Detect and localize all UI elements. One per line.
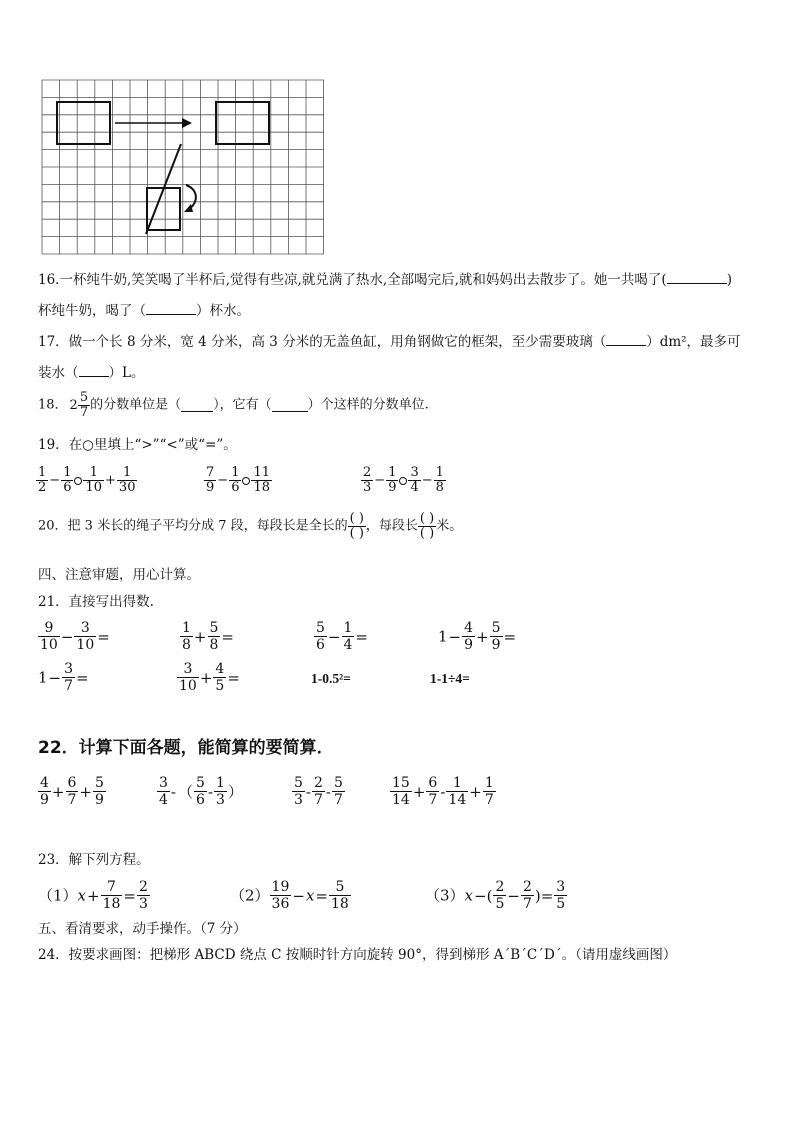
- q22-title: 22．计算下面各题，能简算的要简算．: [38, 738, 334, 758]
- arrowhead-icon: [182, 118, 192, 128]
- q21-r2-e2: $\frac{3}{10}$ + $\frac{4}{5}$ =: [179, 661, 240, 694]
- q18-fraction: [78, 391, 90, 420]
- section4-heading: 四、注意审题，用心计算。: [38, 567, 200, 583]
- q17-blank2[interactable]: [79, 364, 109, 377]
- grid-lines: [42, 80, 324, 254]
- q19-expr1: $\frac{1}{2}$ − $\frac{1}{6}$ $\frac{1}{10}$ + $\frac{1}{30}$: [38, 465, 136, 495]
- q20: [38, 512, 462, 541]
- fraction: $\frac{1}{8}$: [182, 620, 191, 653]
- q21-r2-e4: 1-1÷4=: [430, 671, 470, 686]
- fraction: $\frac{15}{14}$: [392, 775, 410, 808]
- grid-figure: [40, 78, 326, 256]
- fraction: $\frac{1}{14}$: [448, 775, 467, 808]
- fraction: $\frac{4}{5}$: [215, 661, 225, 694]
- q19-expr3: $\frac{2}{3}$ − $\frac{1}{9}$ $\frac{3}{4}$ − $\frac{1}{8}$: [363, 465, 444, 495]
- fraction: $\frac{2}{7}$: [522, 879, 532, 912]
- compare-circle[interactable]: [399, 477, 407, 485]
- fraction: $\frac{4}{9}$: [464, 620, 474, 653]
- q17-text2b: ）L。: [108, 365, 145, 381]
- q16-text2a: 杯纯牛奶，喝了（: [38, 303, 146, 319]
- q16-line2: [38, 302, 250, 319]
- q18-text-c: ）个这样的分数单位.: [307, 397, 429, 413]
- q20-blank-fraction-2[interactable]: $\frac{( )}{( )}$: [419, 511, 435, 541]
- fraction: $\frac{2}{5}$: [495, 879, 505, 912]
- fraction: $\frac{5}{6}$: [196, 775, 205, 808]
- q17-text1a: 17．做一个长 8 分米，宽 4 分米，高 3 分米的无盖鱼缸，用角钢做它的框架，至少需要玻璃（: [38, 334, 607, 350]
- q18-prefix: 18．: [38, 397, 68, 413]
- q20-text-b: ，每段长: [365, 518, 418, 534]
- q16-blank1[interactable]: [667, 271, 727, 284]
- fraction: $\frac{1}{2}$: [38, 465, 47, 495]
- q23-e2: （2） $\frac{19}{36}$ −x= $\frac{5}{18}$: [230, 879, 349, 912]
- q21-r2-e1: 1− $\frac{3}{7}$ =: [38, 661, 89, 694]
- q20-text-c: 米。: [436, 518, 463, 534]
- q18-blank1[interactable]: [181, 399, 213, 412]
- fraction: $\frac{3}{10}$: [76, 620, 95, 653]
- fraction: $\frac{4}{9}$: [40, 775, 49, 808]
- q18-whole: 2: [69, 397, 78, 413]
- fraction: $\frac{5}{18}$: [331, 879, 349, 912]
- q18-text-b: ），它有（: [213, 397, 272, 413]
- q17-text2a: 装水（: [38, 365, 79, 381]
- fraction: $\frac{11}{18}$: [253, 465, 271, 495]
- fraction: $\frac{2}{3}$: [139, 879, 148, 912]
- compare-circle[interactable]: [74, 477, 82, 485]
- fraction: $\frac{9}{10}$: [40, 620, 58, 653]
- q21-r1-e4: 1− $\frac{4}{9}$ + $\frac{5}{9}$ =: [438, 620, 517, 653]
- q16-text1: 16.一杯纯牛奶,笑笑喝了半杯后,觉得有些凉,就兑满了热水,全部喝完后,就和妈妈出去散步了。她一共喝了(: [38, 272, 667, 288]
- rotation-arrowhead-icon: [184, 204, 193, 212]
- fraction: $\frac{3}{4}$: [159, 775, 168, 808]
- q21-r1-e3: $\frac{5}{6}$ − $\frac{1}{4}$ =: [316, 620, 368, 653]
- q22-e4: $\frac{15}{14}$ + $\frac{6}{7}$ - $\frac{1}{14}$ + $\frac{1}{7}$: [392, 775, 494, 808]
- fraction: $\frac{5}{8}$: [209, 620, 219, 653]
- q21-title: 21．直接写出得数.: [38, 594, 154, 610]
- fraction: $\frac{1}{6}$: [231, 465, 240, 495]
- q22-e3: $\frac{5}{3}$ - $\frac{2}{7}$ - $\frac{5}{7}$: [294, 775, 343, 808]
- q20-blank-fraction-1[interactable]: $\frac{( )}{( )}$: [349, 511, 364, 541]
- q22-e2: $\frac{3}{4}$ - （ $\frac{5}{6}$ - $\frac{1}{3}$ ）: [159, 775, 243, 808]
- q17-line2: [38, 364, 144, 381]
- q18-num: 5: [79, 390, 89, 405]
- q18-text-a: 的分数单位是（: [90, 397, 182, 413]
- section5-heading: 五、看清要求，动手操作。（7 分）: [38, 921, 247, 937]
- q23-e3: （3）x−( $\frac{2}{5}$ − $\frac{2}{7}$ )= $\frac{3}{5}$: [425, 879, 566, 912]
- fraction: $\frac{3}{10}$: [179, 661, 197, 694]
- fraction: $\frac{6}{7}$: [428, 775, 438, 808]
- fraction: $\frac{1}{30}$: [118, 465, 136, 495]
- q22-e1: $\frac{4}{9}$ + $\frac{6}{7}$ + $\frac{5}{9}$: [40, 775, 104, 808]
- translated-rectangle: [216, 102, 269, 144]
- q18: [38, 391, 429, 420]
- q16-text2b: ）杯水。: [196, 303, 250, 319]
- fraction: $\frac{19}{36}$: [271, 879, 290, 912]
- q16-line1: [38, 271, 732, 288]
- fraction: $\frac{6}{7}$: [67, 775, 77, 808]
- fraction: $\frac{2}{7}$: [314, 775, 323, 808]
- fraction: $\frac{5}{9}$: [491, 620, 501, 653]
- q18-den: 7: [79, 405, 89, 420]
- fraction: $\frac{7}{18}$: [102, 879, 121, 912]
- fraction: $\frac{1}{4}$: [343, 620, 353, 653]
- q16-blank2[interactable]: [146, 302, 196, 315]
- fraction: $\frac{3}{5}$: [556, 879, 566, 912]
- q21-r1-e2: $\frac{1}{8}$ + $\frac{5}{8}$ =: [182, 620, 234, 653]
- fraction: $\frac{1}{7}$: [484, 775, 494, 808]
- fraction: $\frac{5}{3}$: [294, 775, 303, 808]
- q18-blank2[interactable]: [272, 399, 308, 412]
- fraction: $\frac{1}{10}$: [85, 465, 103, 495]
- q17-line1: [38, 333, 741, 350]
- fraction: $\frac{5}{9}$: [95, 775, 104, 808]
- fraction: $\frac{1}{3}$: [216, 775, 225, 808]
- q19-expr2: $\frac{7}{9}$ − $\frac{1}{6}$ $\frac{11}{18}$: [206, 465, 271, 495]
- fraction: $\frac{5}{6}$: [316, 620, 325, 653]
- rotated-rectangle: [147, 188, 180, 230]
- fraction: $\frac{5}{7}$: [334, 775, 343, 808]
- fraction: $\frac{1}{8}$: [435, 465, 444, 495]
- q21-r1-e1: $\frac{9}{10}$ − $\frac{3}{10}$ =: [40, 620, 110, 653]
- q20-text-a: 20．把 3 米长的绳子平均分成 7 段，每段长是全长的: [38, 518, 348, 534]
- q17-text1b: ）dm²，最多可: [646, 334, 741, 350]
- q23-e1: （1）x+ $\frac{7}{18}$ = $\frac{2}{3}$: [38, 879, 148, 912]
- fraction: $\frac{1}{9}$: [388, 465, 397, 495]
- fraction: $\frac{1}{6}$: [63, 465, 72, 495]
- fraction: $\frac{7}{9}$: [206, 465, 215, 495]
- q23-title: 23．解下列方程。: [38, 852, 150, 868]
- q24-text: 24．按要求画图：把梯形 ABCD 绕点 C 按顺时针方向旋转 90°，得到梯形 A´B´C´D´。（请用虚线画图）: [38, 947, 677, 963]
- fraction: $\frac{3}{7}$: [64, 661, 74, 694]
- fraction: $\frac{3}{4}$: [410, 465, 419, 495]
- q17-blank1[interactable]: [606, 333, 646, 346]
- original-rectangle: [57, 102, 110, 144]
- compare-circle[interactable]: [242, 477, 250, 485]
- q19-title: 19．在○里填上“>”“<”或“=”。: [38, 437, 237, 453]
- q16-text1-end: ): [726, 272, 732, 288]
- fraction: $\frac{2}{3}$: [363, 465, 372, 495]
- q21-r2-e3: 1-0.5²=: [311, 671, 351, 686]
